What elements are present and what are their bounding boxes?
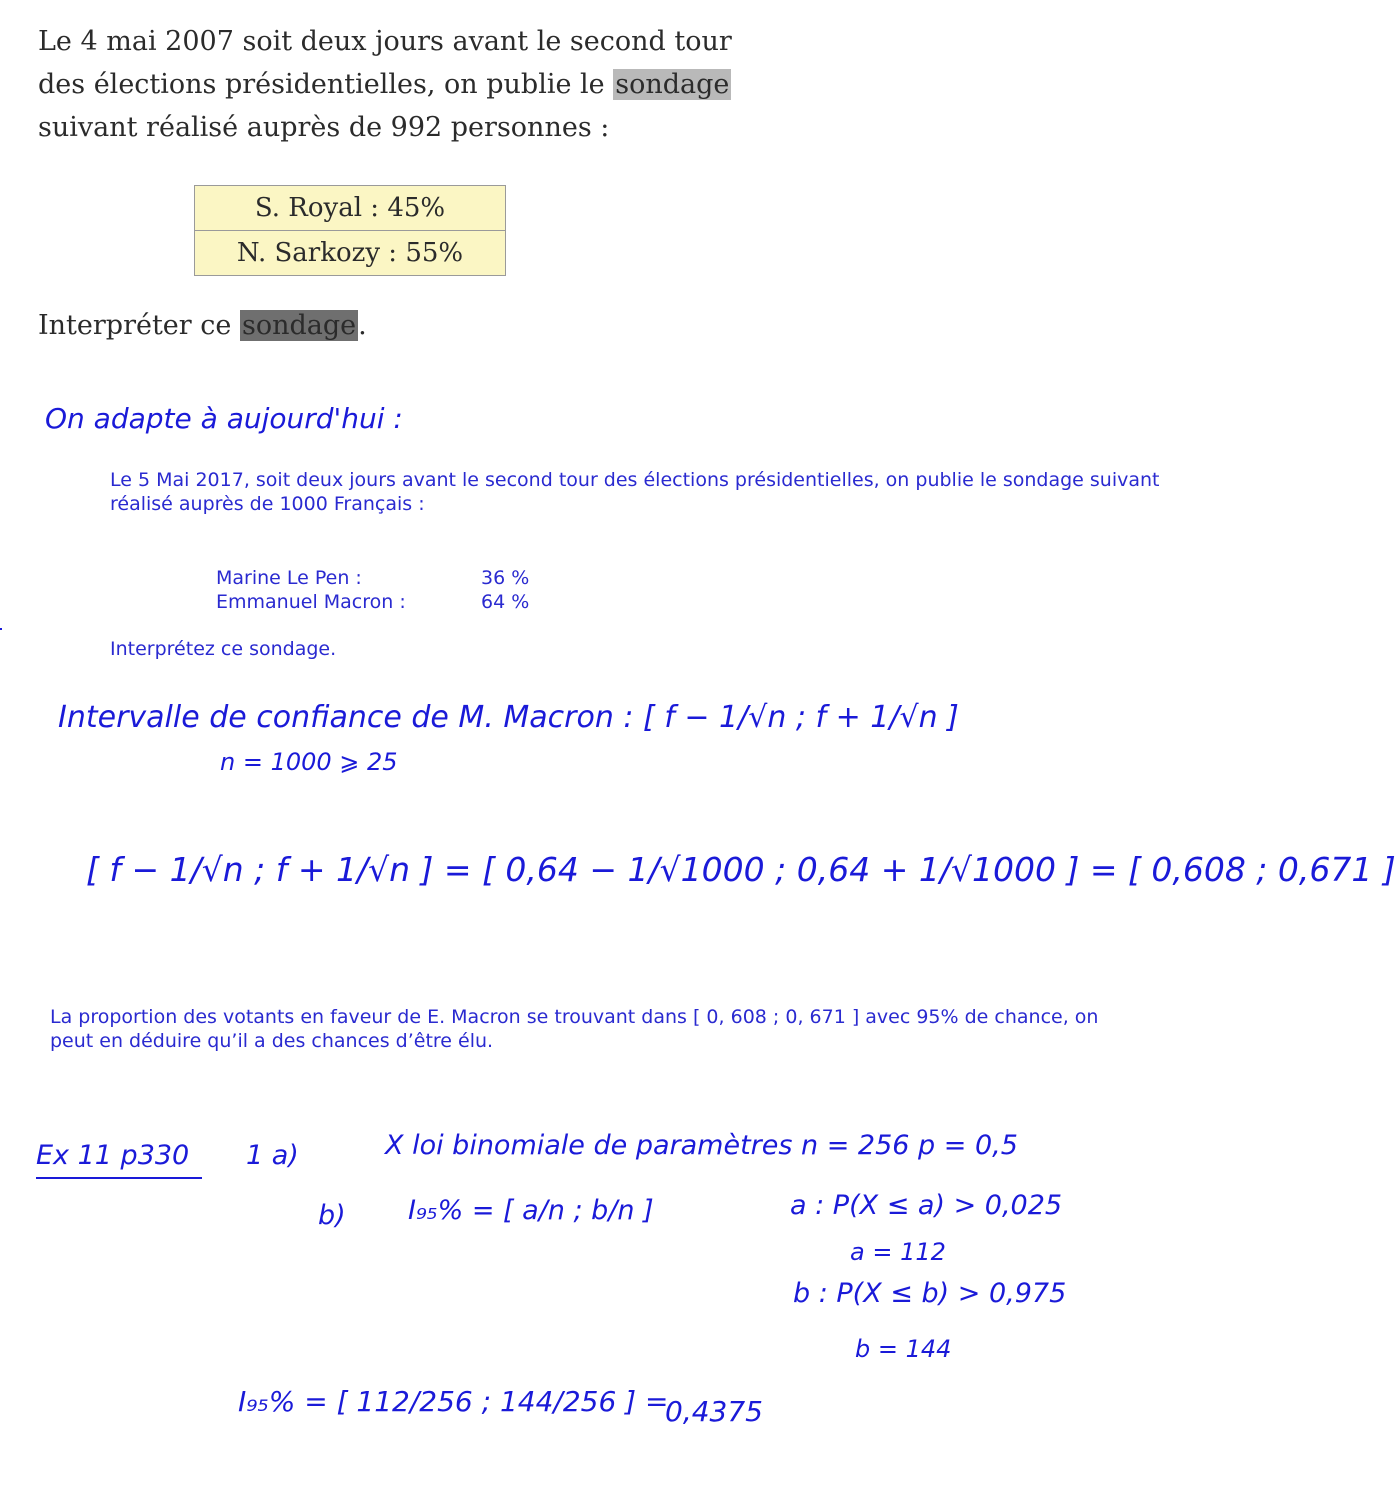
table-row bbox=[195, 186, 506, 231]
handwritten-q1b-label: b) bbox=[318, 1200, 346, 1231]
highlighted-word: sondage bbox=[615, 69, 730, 100]
handwritten-ci-title: Intervalle de confiance de M. Macron : [ f − 1/√n ; f + 1/√n ] bbox=[58, 700, 959, 735]
adapted-question: Interprétez ce sondage. bbox=[110, 638, 337, 660]
poll-cell-sarkozy: N. Sarkozy : 55% bbox=[195, 231, 506, 276]
intro-line-3: suivant réalisé auprès de 992 personnes : bbox=[38, 112, 610, 143]
handwritten-a-condition: a : P(X ≤ a) > 0,025 bbox=[790, 1190, 1063, 1221]
handwritten-a-value: a = 112 bbox=[850, 1238, 946, 1266]
question-period: . bbox=[358, 310, 367, 341]
list-item bbox=[216, 566, 529, 590]
adapted-paragraph: Le 5 Mai 2017, soit deux jours avant le second tour des élections présidentielles, on publie le sondage suivant réalisé auprès de 1000 Français : bbox=[110, 469, 1160, 515]
handwritten-exercise-ref: Ex 11 p330 bbox=[36, 1140, 202, 1179]
handwritten-q1a-text: X loi binomiale de paramètres n = 256 p = 0,5 bbox=[385, 1130, 1018, 1161]
intro-paragraph bbox=[38, 20, 738, 149]
intro-line-2 bbox=[38, 63, 738, 106]
stray-mark bbox=[0, 628, 2, 630]
handwritten-final-interval: I₉₅% = [ 112/256 ; 144/256 ] = bbox=[238, 1385, 669, 1418]
candidate-name: Emmanuel Macron : bbox=[216, 591, 406, 613]
question-line bbox=[38, 310, 367, 341]
handwritten-b-value: b = 144 bbox=[855, 1335, 952, 1363]
handwritten-adapt-note: On adapte à aujourd'hui : bbox=[45, 402, 403, 435]
list-item bbox=[216, 590, 529, 614]
poll-table bbox=[194, 185, 506, 276]
candidate-value: 64 % bbox=[481, 591, 530, 613]
handwritten-i95-formula: I₉₅% = [ a/n ; b/n ] bbox=[408, 1195, 654, 1226]
highlighted-word: sondage bbox=[241, 310, 357, 341]
poll-cell-royal: S. Royal : 45% bbox=[195, 186, 506, 231]
handwritten-ci-calculation: [ f − 1/√n ; f + 1/√n ] = [ 0,64 − 1/√1000 ; 0,64 + 1/√1000 ] = [ 0,608 ; 0,671 ] bbox=[86, 850, 1396, 889]
handwritten-q1a-label: 1 a) bbox=[246, 1140, 299, 1171]
candidate-list bbox=[216, 566, 529, 614]
handwritten-n-condition: n = 1000 ⩾ 25 bbox=[220, 748, 398, 776]
conclusion-paragraph: La proportion des votants en faveur de E. Macron se trouvant dans [ 0, 608 ; 0, 671 ] avec 95% de chance, on peut en déduire qu’il a des chances d’être élu. bbox=[50, 1006, 1099, 1052]
candidate-value: 36 % bbox=[481, 567, 530, 589]
candidate-name: Marine Le Pen : bbox=[216, 567, 362, 589]
table-row bbox=[195, 231, 506, 276]
handwritten-b-condition: b : P(X ≤ b) > 0,975 bbox=[793, 1278, 1067, 1309]
intro-line-1: Le 4 mai 2007 soit deux jours avant le second tour bbox=[38, 26, 732, 57]
question-text: Interpréter ce bbox=[38, 310, 240, 341]
intro-line-2-text: des élections présidentielles, on publie le bbox=[38, 69, 614, 100]
handwritten-final-value: 0,4375 bbox=[665, 1395, 763, 1428]
